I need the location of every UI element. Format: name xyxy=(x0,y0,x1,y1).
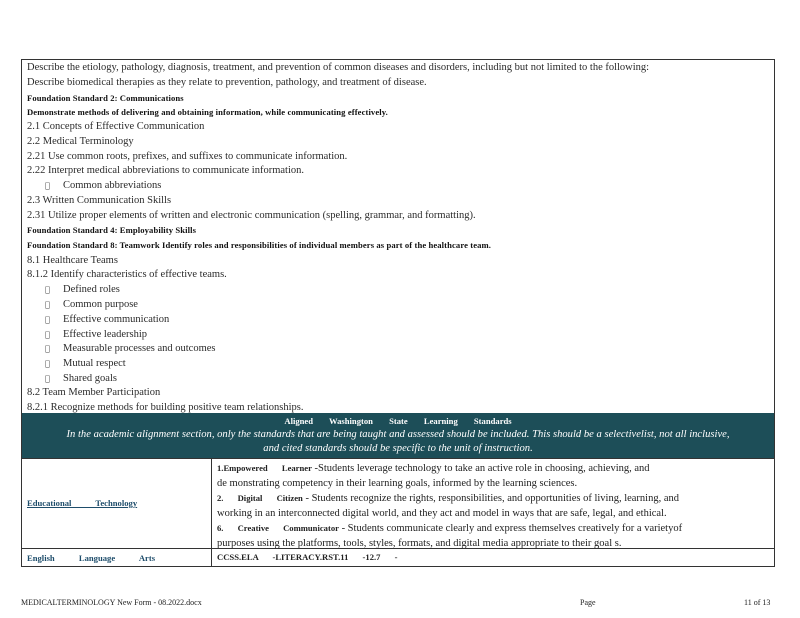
column-divider xyxy=(211,549,212,567)
text-line: 2.22 Interpret medical abbreviations to communicate information. xyxy=(27,165,304,176)
bullet-icon xyxy=(45,298,55,311)
text-line: 2.21 Use common roots, prefixes, and suffixes to communicate information. xyxy=(27,151,348,162)
list-item xyxy=(27,372,117,385)
list-item xyxy=(27,342,216,355)
standard-text: - Students recognize the rights, responsibilities, and opportunities of living, learning, and xyxy=(302,493,680,504)
standard-text: de monstrating competency in their learning goals, informed by the learning sciences. xyxy=(217,477,578,489)
bullet-icon xyxy=(45,328,55,341)
list-item xyxy=(27,283,120,296)
list-item xyxy=(27,298,138,311)
standard-code: 2. Digital Citizen xyxy=(217,493,303,503)
text-line: 2.2 Medical Terminology xyxy=(27,136,134,147)
table-row xyxy=(22,548,774,566)
row-label-educational-technology: Educational Technology xyxy=(27,498,138,508)
bullet-icon xyxy=(45,283,55,296)
banner-note xyxy=(22,426,774,456)
text-line: 2.3 Written Communication Skills xyxy=(27,195,172,206)
banner-title: Aligned Washington State Learning Standards xyxy=(284,416,512,426)
row-content xyxy=(217,461,767,551)
list-item xyxy=(27,179,161,192)
list-item xyxy=(27,328,147,341)
bullet-icon xyxy=(45,313,55,326)
bullet-icon xyxy=(45,357,55,370)
standard-text: working in an interconnected digital world, and they act and model in ways that are safe, legal, and ethical. xyxy=(217,507,667,519)
text-line: 8.1.2 Identify characteristics of effective teams. xyxy=(27,269,227,280)
standard-code: 1.Empowered Learner xyxy=(217,463,312,473)
row-content-line xyxy=(217,477,767,492)
text-line: 2.31 Utilize proper elements of written and electronic communication (spelling, grammar, and formatting). xyxy=(27,210,476,221)
list-item-label: Common purpose xyxy=(63,299,138,310)
text-line: Describe the etiology, pathology, diagnosis, treatment, and prevention of common diseases and disorders, including but not limited to the following: xyxy=(27,62,650,73)
banner-note-line: and cited standards should be specific to the unit of instruction. xyxy=(263,443,533,454)
standard-text: purposes using the platforms, tools, styles, formats, and digital media appropriate to their goal s. xyxy=(217,537,622,549)
text-line: 8.1 Healthcare Teams xyxy=(27,255,118,266)
bullet-icon xyxy=(45,342,55,355)
standard-text: - Students communicate clearly and express themselves creatively for a varietyof xyxy=(338,523,683,534)
footer-page-number: 11 of 13 xyxy=(744,598,771,607)
standard-text: -Students leverage technology to take an active role in choosing, achieving, and xyxy=(311,463,650,474)
text-line: 2.1 Concepts of Effective Communication xyxy=(27,121,205,132)
column-divider xyxy=(211,459,212,549)
table-row xyxy=(22,458,774,548)
footer-page-label: Page xyxy=(580,598,596,607)
text-line: Describe biomedical therapies as they relate to prevention, pathology, and treatment of disease. xyxy=(27,77,427,88)
list-item xyxy=(27,357,126,370)
text-line: Demonstrate methods of delivering and obtaining information, while communicating effectively. xyxy=(27,107,388,117)
footer-filename: MEDICALTERMINOLOGY New Form - 08.2022.docx xyxy=(21,598,202,607)
row-content-line xyxy=(217,461,767,477)
row-content-line xyxy=(217,507,767,522)
foundation-standard-heading: Foundation Standard 2: Communications xyxy=(27,93,184,103)
row-content-line xyxy=(217,521,767,537)
standard-code: CCSS.ELA -LITERACY.RST.11 -12.7 - xyxy=(217,552,398,562)
row-content-line xyxy=(217,550,767,566)
bullet-icon xyxy=(45,179,55,192)
foundation-standard-heading: Foundation Standard 8: Teamwork Identify roles and responsibilities of individual members as part of the healthcare team. xyxy=(27,240,492,250)
text-line: 8.2.1 Recognize methods for building positive team relationships. xyxy=(27,402,304,413)
row-label-english-language-arts: English Language Arts xyxy=(27,553,156,563)
list-item-label: Shared goals xyxy=(63,373,117,384)
banner-note-line: In the academic alignment section, only the standards that are being taught and assessed should be included. This should be a selectivelist, not all inclusive, xyxy=(66,429,730,440)
list-item-label: Mutual respect xyxy=(63,358,126,369)
row-content-line xyxy=(217,491,767,507)
list-item xyxy=(27,313,169,326)
bullet-icon xyxy=(45,372,55,385)
row-content xyxy=(217,550,767,566)
text-line: 8.2 Team Member Participation xyxy=(27,387,161,398)
aligned-standards-banner xyxy=(22,413,774,458)
standards-table xyxy=(21,59,775,567)
list-item-label: Effective leadership xyxy=(63,329,148,340)
list-item-label: Measurable processes and outcomes xyxy=(63,343,216,354)
list-item-label: Effective communication xyxy=(63,314,170,325)
standard-code: 6. Creative Communicator xyxy=(217,523,339,533)
list-item-label: Common abbreviations xyxy=(63,180,162,191)
foundation-standard-heading: Foundation Standard 4: Employability Skills xyxy=(27,225,197,235)
list-item-label: Defined roles xyxy=(63,284,120,295)
